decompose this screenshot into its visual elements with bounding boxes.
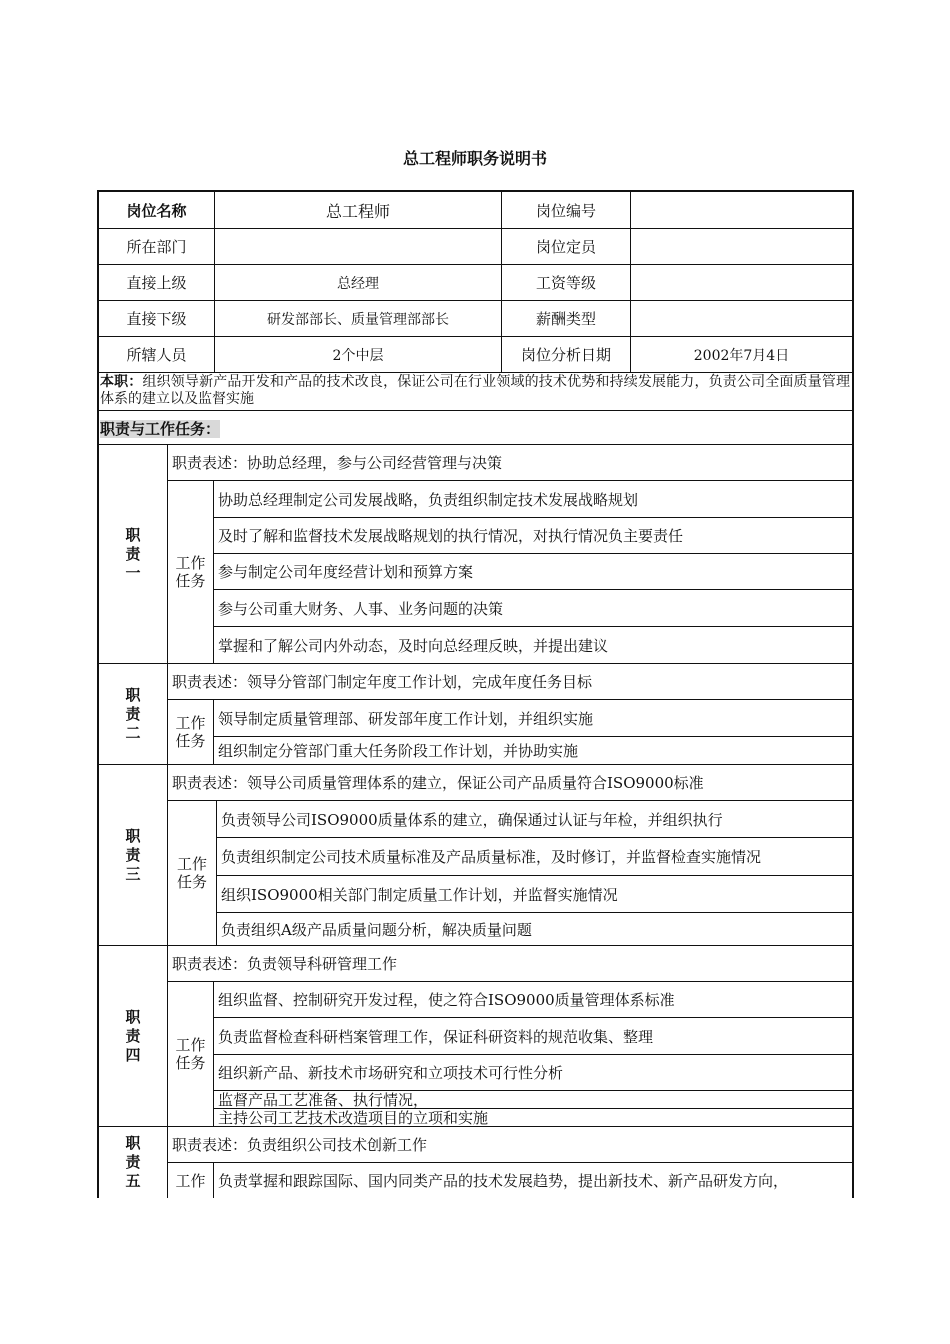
duty-2-task-1: 领导制定质量管理部、研发部年度工作计划，并组织实施	[218, 709, 594, 728]
duty-3-task-3: 组织ISO9000相关部门制定质量工作计划，并监督实施情况	[221, 885, 618, 904]
label-staff: 所辖人员	[126, 346, 187, 364]
duty-1-task-3: 参与制定公司年度经营计划和预算方案	[218, 563, 474, 581]
value-department	[215, 229, 501, 264]
duty-1-task-label: 工作 任务	[175, 554, 206, 590]
label-direct-subordinates: 直接下级	[126, 310, 187, 328]
duty-4-task-4: 监督产品工艺准备、执行情况，	[218, 1091, 429, 1108]
duty-3-task-2: 负责组织制定公司技术质量标准及产品质量标准，及时修订，并监督检查实施情况	[221, 848, 762, 866]
label-position-code: 岗位编号	[535, 201, 596, 220]
duty-2-name: 职 责 二	[125, 685, 141, 742]
duty-4-desc: 职责表述：负责领导科研管理工作	[172, 955, 398, 973]
duty-3-task-4: 负责组织A级产品质量问题分析，解决质量问题	[221, 920, 532, 939]
duty-2-task-label: 工作 任务	[175, 714, 206, 750]
value-staff: 2个中层	[332, 347, 384, 364]
duty-3-task-1: 负责领导公司ISO9000质量体系的建立，确保通过认证与年检，并组织执行	[221, 810, 723, 829]
duty-4-task-1: 组织监督、控制研究开发过程，使之符合ISO9000质量管理体系标准	[218, 991, 675, 1009]
value-salary-grade	[631, 265, 852, 300]
duty-2-task-2: 组织制定分管部门重大任务阶段工作计划，并协助实施	[218, 742, 579, 760]
duty-4-task-5: 主持公司工艺技术改造项目的立项和实施	[218, 1109, 489, 1126]
duty-4-task-label: 工作 任务	[175, 1036, 206, 1072]
duty-3-name: 职 责 三	[125, 826, 141, 883]
summary-text: 组织领导新产品开发和产品的技术改良，保证公司在行业领域的技术优势和持续发展能力，负责公司全面质量管理体系的建立以及监督实施	[100, 374, 851, 407]
duty-1-task-5: 掌握和了解公司内外动态，及时向总经理反映，并提出建议	[218, 636, 609, 655]
value-direct-superior: 总经理	[337, 275, 379, 292]
label-position-name: 岗位名称	[126, 201, 187, 220]
value-direct-subordinates: 研发部部长、质量管理部部长	[267, 311, 449, 328]
duty-5-task-label: 工作	[175, 1171, 206, 1190]
page-title: 总工程师职务说明书	[402, 149, 547, 168]
label-direct-superior: 直接上级	[126, 274, 187, 292]
value-position-code	[631, 192, 852, 228]
label-headcount: 岗位定员	[535, 238, 596, 256]
duties-header: 职责与工作任务：	[100, 420, 221, 438]
duty-1-name: 职 责 一	[125, 525, 141, 582]
duty-5-desc: 职责表述：负责组织公司技术创新工作	[172, 1136, 428, 1154]
duty-1-desc: 职责表述：协助总经理，参与公司经营管理与决策	[172, 454, 503, 472]
duty-3-desc: 职责表述：领导公司质量管理体系的建立，保证公司产品质量符合ISO9000标准	[172, 774, 704, 792]
label-salary-grade: 工资等级	[535, 274, 596, 292]
label-analysis-date: 岗位分析日期	[520, 346, 611, 364]
duty-4-name: 职 责 四	[125, 1007, 141, 1064]
value-pay-type	[631, 301, 852, 336]
duty-4-task-2: 负责监督检查科研档案管理工作，保证科研资料的规范收集、整理	[218, 1027, 654, 1046]
job-summary	[100, 374, 850, 408]
label-department: 所在部门	[126, 238, 187, 256]
duty-4-task-3: 组织新产品、新技术市场研究和立项技术可行性分析	[218, 1064, 564, 1082]
duty-1-task-4: 参与公司重大财务、人事、业务问题的决策	[218, 599, 504, 618]
summary-label: 本职：	[100, 374, 143, 390]
value-headcount	[631, 229, 852, 264]
duty-1-task-1: 协助总经理制定公司发展战略，负责组织制定技术发展战略规划	[218, 490, 639, 509]
duty-1-task-2: 及时了解和监督技术发展战略规划的执行情况，对执行情况负主要责任	[218, 527, 684, 545]
duty-3-task-label: 工作 任务	[176, 855, 207, 891]
value-analysis-date: 2002年7月4日	[693, 347, 790, 364]
value-position-name: 总工程师	[325, 201, 390, 221]
label-pay-type: 薪酬类型	[535, 310, 596, 328]
duty-5-task-1: 负责掌握和跟踪国际、国内同类产品的技术发展趋势，提出新技术、新产品研发方向，	[218, 1172, 789, 1190]
duty-5-name: 职 责 五	[125, 1134, 141, 1190]
duty-2-desc: 职责表述：领导分管部门制定年度工作计划，完成年度任务目标	[172, 673, 593, 691]
